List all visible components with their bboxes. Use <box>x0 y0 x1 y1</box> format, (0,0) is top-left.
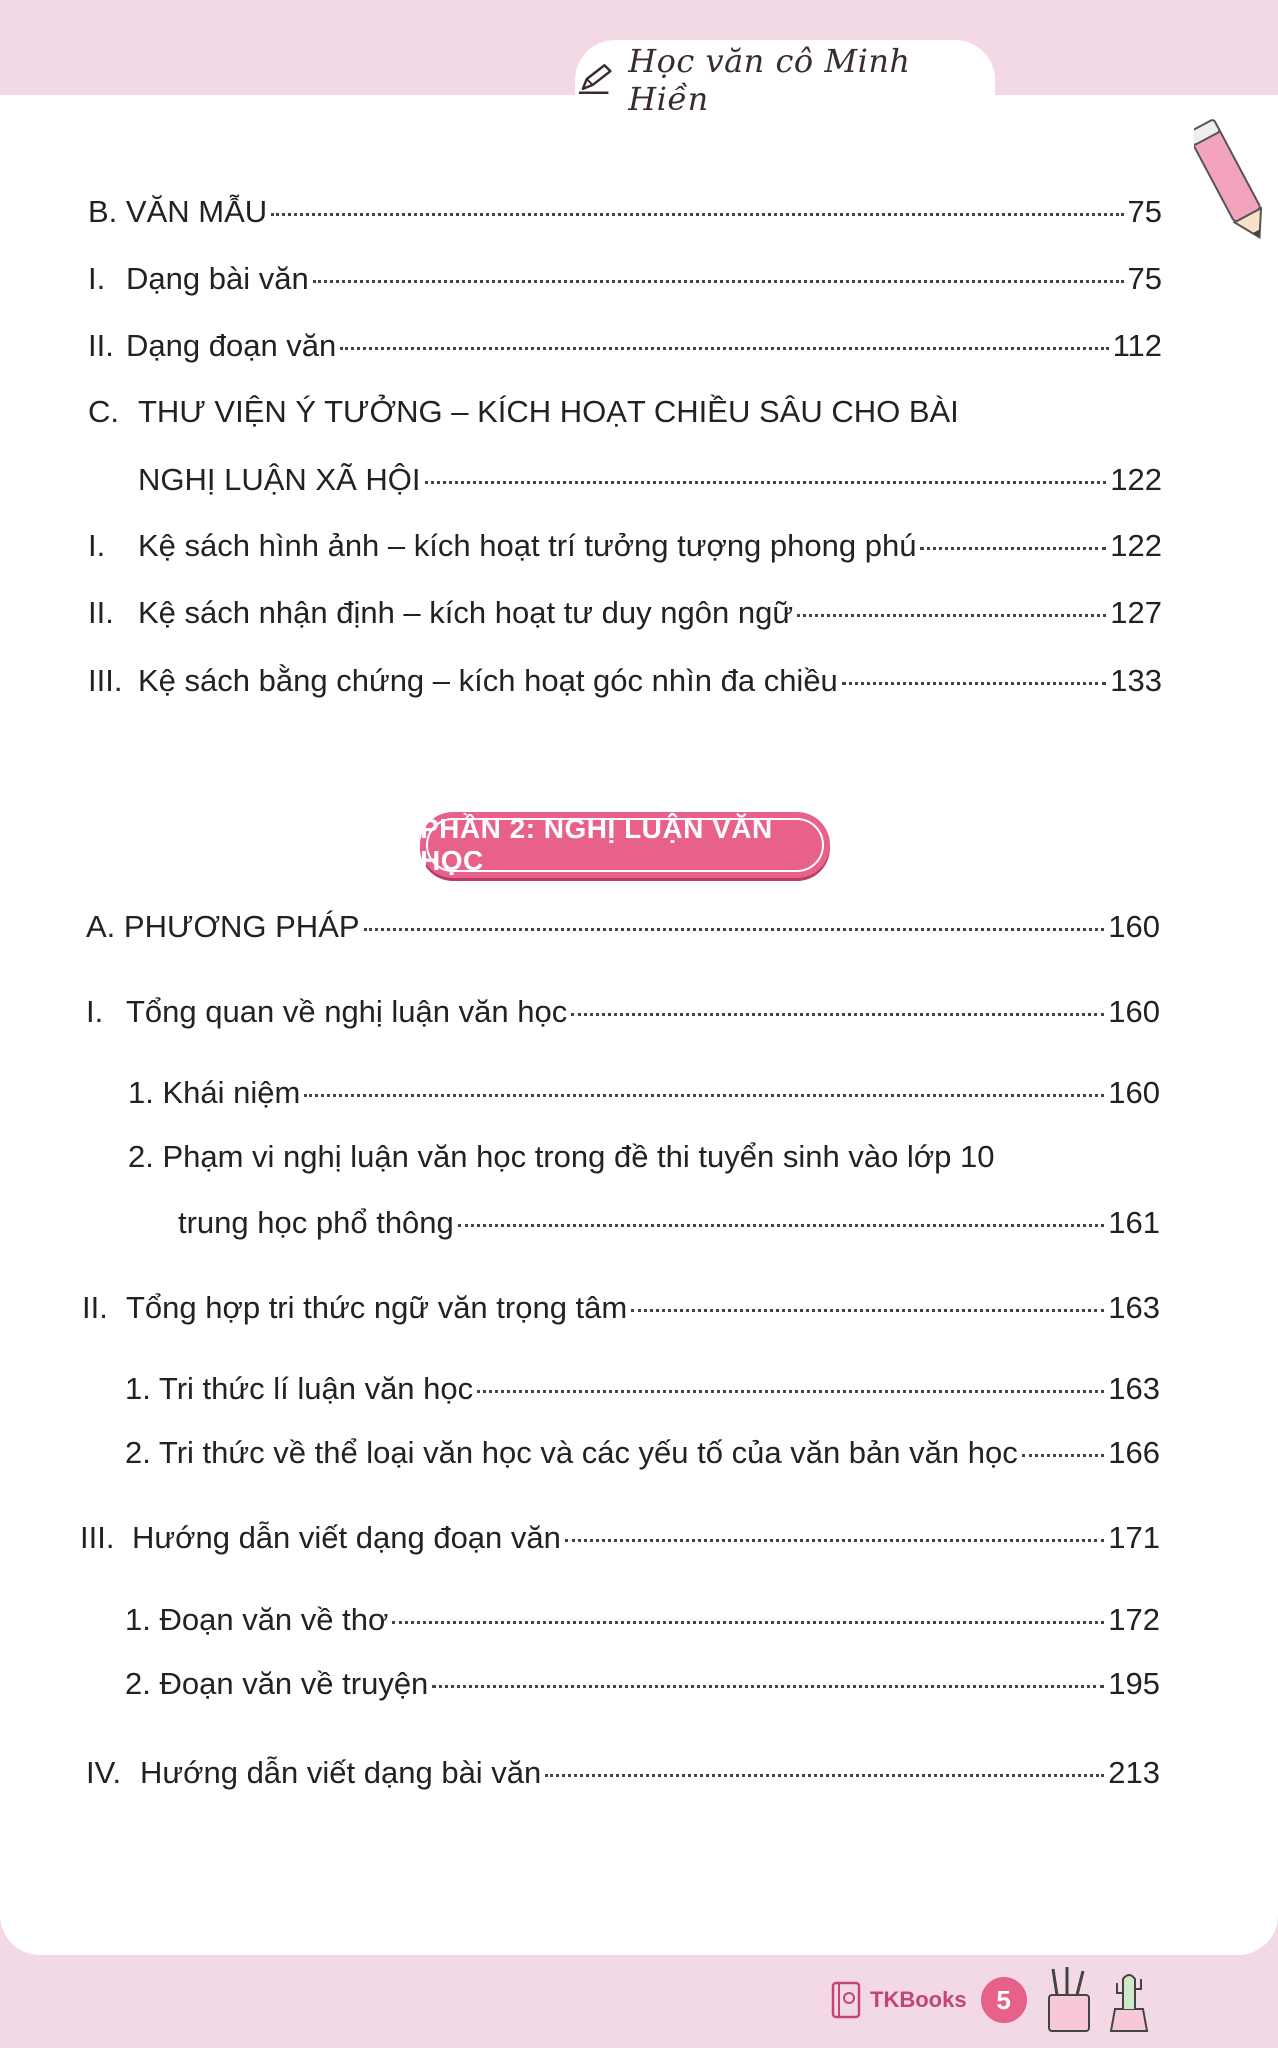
toc-entry <box>88 260 1162 298</box>
toc-entry-page: 133 <box>1110 663 1162 698</box>
toc-entry-page: 163 <box>1108 1290 1160 1325</box>
toc-entry-text: NGHỊ LUẬN XÃ HỘI <box>138 462 421 497</box>
toc-entry-number: I. <box>86 994 104 1029</box>
leader-dots <box>571 1013 1104 1016</box>
toc-entry-text: 1. Khái niệm <box>128 1075 301 1110</box>
toc-entry-text: Hướng dẫn viết dạng bài văn <box>140 1755 542 1790</box>
toc-entry-page: 122 <box>1110 462 1162 497</box>
toc-entry-page: 160 <box>1108 1075 1160 1110</box>
toc-heading <box>128 1138 995 1176</box>
leader-dots <box>545 1774 1104 1777</box>
leader-dots <box>458 1224 1104 1227</box>
toc-entry-text: B. VĂN MẪU <box>88 194 268 229</box>
toc-entry <box>80 1519 1160 1557</box>
section-heading-badge <box>420 812 830 878</box>
leader-dots <box>313 280 1124 283</box>
toc-entry-page: 112 <box>1112 328 1162 363</box>
toc-entry-page: 195 <box>1108 1666 1160 1701</box>
toc-entry <box>88 662 1162 700</box>
toc-entry <box>125 1665 1160 1703</box>
toc-entry <box>88 327 1162 365</box>
toc-entry <box>128 1074 1160 1112</box>
toc-entry-text: Kệ sách nhận định – kích hoạt tư duy ngôn ngữ <box>138 595 794 630</box>
toc-entry-text: Tổng quan về nghị luận văn học <box>126 994 568 1029</box>
toc-entry-page: 75 <box>1127 261 1162 296</box>
toc-entry-page: 160 <box>1108 994 1160 1029</box>
toc-entry-text: 1. Đoạn văn về thơ <box>125 1602 389 1637</box>
toc-entry-page: 213 <box>1108 1755 1160 1790</box>
leader-dots <box>340 347 1108 350</box>
leader-dots <box>425 481 1107 484</box>
publisher-name: TKBooks <box>870 1987 967 2012</box>
toc-entry-text: 1. Tri thức lí luận văn học <box>125 1371 474 1406</box>
toc-entry-number: II. <box>88 328 114 363</box>
toc-entry-text: trung học phổ thông <box>178 1205 454 1240</box>
publisher-logo <box>830 1980 967 2020</box>
toc-entry <box>125 1601 1160 1639</box>
toc-entry-page: 75 <box>1127 194 1162 229</box>
book-icon <box>830 1980 864 2020</box>
toc-entry-page: 163 <box>1108 1371 1160 1406</box>
toc-entry-text: THƯ VIỆN Ý TƯỞNG – KÍCH HOẠT CHIỀU SÂU CHO BÀI <box>138 394 959 429</box>
toc-entry-number: II. <box>82 1290 108 1325</box>
toc-entry <box>88 193 1162 231</box>
toc-entry-text: Hướng dẫn viết dạng đoạn văn <box>132 1520 561 1555</box>
toc-entry <box>86 1754 1160 1792</box>
toc-entry-text: Tổng hợp tri thức ngữ văn trọng tâm <box>126 1290 628 1325</box>
toc-entry-text: 2. Tri thức về thể loại văn học và các yếu tố của văn bản văn học <box>125 1435 1018 1470</box>
toc-entry-page: 161 <box>1108 1205 1160 1240</box>
toc-entry-text: A. PHƯƠNG PHÁP <box>86 909 360 944</box>
toc-entry <box>86 993 1160 1031</box>
toc-entry-text: Kệ sách bằng chứng – kích hoạt góc nhìn đa chiều <box>138 663 838 698</box>
footer <box>830 1965 1270 2035</box>
leader-dots <box>364 928 1105 931</box>
leader-dots <box>271 213 1123 216</box>
toc-entry-number: II. <box>88 595 114 630</box>
page-number: 5 <box>996 1984 1011 2015</box>
toc-entry-page: 171 <box>1108 1520 1160 1555</box>
leader-dots <box>631 1309 1104 1312</box>
leader-dots <box>920 547 1106 550</box>
pen-writing-icon <box>575 61 616 99</box>
toc-entry-page: 160 <box>1108 909 1160 944</box>
toc-entry-text: Dạng bài văn <box>126 261 309 296</box>
toc-entry-number: III. <box>80 1520 115 1555</box>
pencil-decoration-icon <box>1194 105 1264 255</box>
leader-dots <box>392 1621 1104 1624</box>
toc-entry-text: Kệ sách hình ảnh – kích hoạt trí tưởng tượng phong phú <box>138 528 917 563</box>
toc-heading <box>88 393 959 431</box>
toc-entry-number: IV. <box>86 1755 122 1790</box>
toc-entry <box>86 908 1160 946</box>
leader-dots <box>1022 1454 1105 1457</box>
toc-entry <box>88 594 1162 632</box>
leader-dots <box>304 1094 1104 1097</box>
toc-entry-text: 2. Phạm vi nghị luận văn học trong đề thi tuyển sinh vào lớp 10 <box>128 1139 995 1174</box>
leader-dots <box>842 682 1106 685</box>
toc-entry <box>138 461 1162 499</box>
leader-dots <box>797 614 1106 617</box>
toc-entry-number: III. <box>88 663 123 698</box>
toc-entry-number: I. <box>88 261 106 296</box>
toc-entry-page: 166 <box>1108 1435 1160 1470</box>
pencil-cup-and-cactus-icon <box>1041 1965 1161 2035</box>
toc-entry-number: I. <box>88 528 106 563</box>
header-title: Học văn cô Minh Hiền <box>628 42 911 118</box>
toc-entry-number: C. <box>88 394 119 429</box>
toc-entry-page: 122 <box>1110 528 1162 563</box>
toc-entry-text: 2. Đoạn văn về truyện <box>125 1666 429 1701</box>
toc-entry <box>125 1370 1160 1408</box>
toc-entry <box>88 527 1162 565</box>
leader-dots <box>565 1539 1104 1542</box>
toc-entry <box>82 1289 1160 1327</box>
toc-entry-text: Dạng đoạn văn <box>126 328 337 363</box>
leader-dots <box>477 1390 1104 1393</box>
header <box>575 40 995 120</box>
toc-entry-page: 172 <box>1108 1602 1160 1637</box>
page-number-badge <box>981 1977 1027 2023</box>
leader-dots <box>432 1685 1104 1688</box>
toc-entry <box>178 1204 1160 1242</box>
toc-entry-page: 127 <box>1110 595 1162 630</box>
section-heading-label: PHẦN 2: NGHỊ LUẬN VĂN HỌC <box>420 813 773 876</box>
toc-entry <box>125 1434 1160 1472</box>
